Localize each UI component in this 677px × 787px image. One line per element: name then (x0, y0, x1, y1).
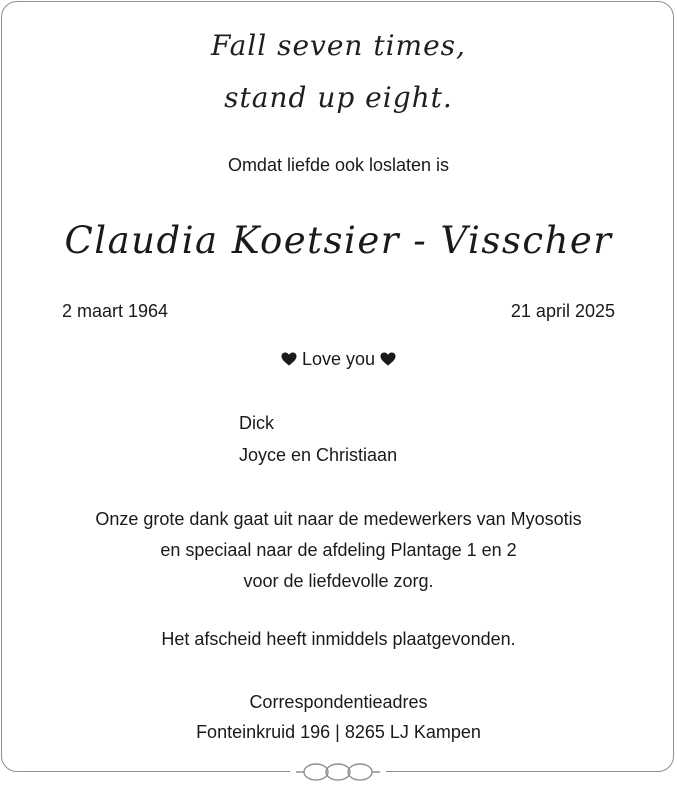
heart-icon (281, 352, 297, 366)
thanks-line: voor de liefdevolle zorg. (243, 571, 434, 591)
motto-line-1: Fall seven times, (211, 29, 466, 62)
signer: Joyce en Christiaan (239, 445, 398, 465)
love-text: Love you (301, 349, 376, 369)
death-date: 21 april 2025 (510, 301, 615, 321)
birth-date: 2 maart 1964 (62, 301, 169, 321)
signer: Dick (239, 413, 274, 433)
triple-ring-ornament-icon (296, 762, 380, 784)
deceased-name: Claudia Koetsier - Visscher (64, 219, 613, 262)
thanks-line: Onze grote dank gaat uit naar de medewerkers van Myosotis (95, 509, 582, 529)
love-line (0, 350, 677, 368)
farewell-notice: Het afscheid heeft inmiddels plaatgevonden. (161, 629, 516, 649)
heart-icon (380, 352, 396, 366)
card-frame (1, 1, 674, 772)
subtitle: Omdat liefde ook loslaten is (227, 155, 450, 175)
motto-line-2: stand up eight. (224, 81, 453, 114)
address-value: Fonteinkruid 196 | 8265 LJ Kampen (196, 722, 481, 742)
thanks-line: en speciaal naar de afdeling Plantage 1 en 2 (160, 540, 517, 560)
address-label: Correspondentieadres (249, 692, 428, 712)
